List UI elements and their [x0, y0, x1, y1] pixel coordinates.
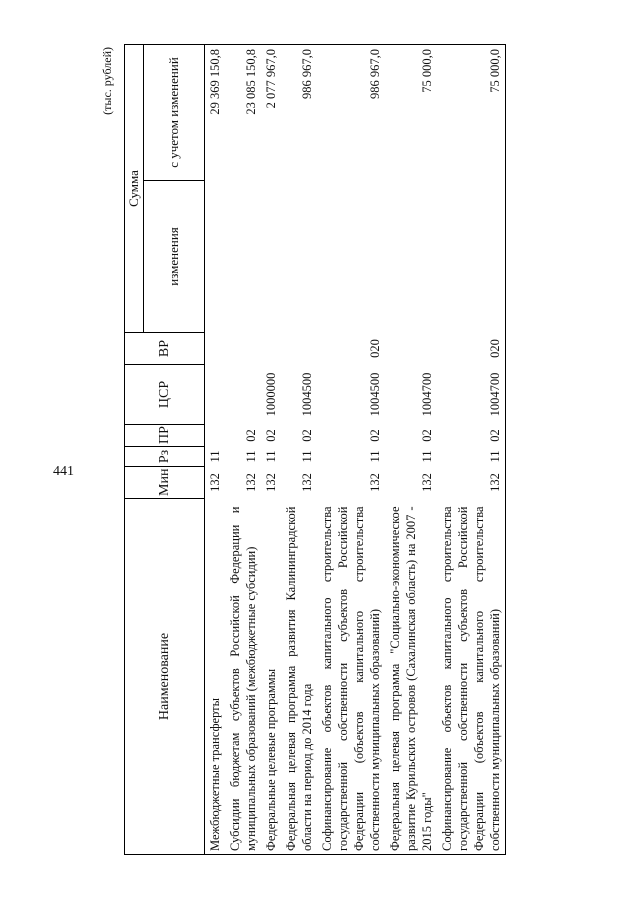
header-vr: ВР — [125, 333, 205, 365]
row-rz: 11 — [300, 450, 314, 463]
row-vr — [385, 333, 437, 365]
row-change — [225, 181, 261, 333]
row-csr — [205, 365, 226, 425]
row-name: Субсидии бюджетам субъектов Российской Федерации и муниципальных образований (межбюджетные субсидии) — [225, 499, 261, 855]
row-total: 2 077 967,0 — [261, 45, 281, 181]
row-csr: 1004500 — [300, 372, 314, 417]
row-pr: 02 — [437, 425, 506, 447]
table-row — [281, 45, 317, 855]
row-total: 986 967,0 — [317, 45, 385, 181]
row-name: Федеральные целевые программы — [261, 499, 281, 855]
row-name: Софинансирование объектов капитального строительства государственной собственности субъектов Российской Федерации (объектов капитального строительства собственности муниципальных образований) — [317, 499, 385, 855]
row-pr: 02 — [420, 429, 434, 442]
row-csr: 1000000 — [264, 372, 278, 417]
row-pr: 02 — [300, 429, 314, 442]
row-min: 132 — [244, 473, 258, 492]
document-sheet — [100, 43, 570, 855]
table-body — [205, 45, 506, 855]
row-csr: 1004700 — [437, 365, 506, 425]
row-min: 132 — [437, 467, 506, 499]
row-total: 75 000,0 — [437, 45, 506, 181]
header-change: изменения — [144, 181, 205, 333]
row-total: 75 000,0 — [385, 45, 437, 181]
row-csr — [225, 365, 261, 425]
row-min: 132 — [420, 473, 434, 492]
table-row — [317, 45, 385, 855]
page-number: 441 — [53, 464, 74, 479]
row-min: 132 — [208, 473, 222, 492]
header-pr: ПР — [125, 425, 205, 447]
row-change — [437, 181, 506, 333]
row-rz: 11 — [208, 450, 222, 463]
header-sum: Сумма — [125, 45, 144, 333]
table-row — [205, 45, 226, 855]
row-vr: 020 — [437, 333, 506, 365]
row-total: 23 085 150,8 — [225, 45, 261, 181]
units-label: (тыс. рублей) — [100, 47, 114, 115]
row-min: 132 — [264, 473, 278, 492]
table-row — [385, 45, 437, 855]
row-vr: 020 — [368, 339, 382, 358]
row-change — [205, 181, 226, 333]
row-rz: 11 — [420, 450, 434, 463]
budget-table — [124, 44, 506, 855]
row-csr: 1004700 — [420, 372, 434, 417]
header-rz: Рз — [125, 447, 205, 467]
header-csr: ЦСР — [125, 365, 205, 425]
table-row — [261, 45, 281, 855]
row-vr — [261, 333, 281, 365]
row-name: Межбюджетные трансферты — [205, 499, 226, 855]
row-vr — [225, 333, 261, 365]
row-csr: 1004500 — [368, 372, 382, 417]
table-row — [437, 45, 506, 855]
header-total: с учетом изменений — [144, 45, 205, 181]
header-min: Мин — [125, 467, 205, 499]
row-change — [281, 181, 317, 333]
row-change — [261, 181, 281, 333]
table-row — [225, 45, 261, 855]
row-name: Федеральная целевая программа развития Калининградской области на период до 2014 года — [281, 499, 317, 855]
table-header — [125, 45, 205, 855]
row-pr — [205, 425, 226, 447]
row-rz: 11 — [368, 450, 382, 463]
row-pr: 02 — [244, 429, 258, 442]
row-change — [317, 181, 385, 333]
row-rz: 11 — [437, 447, 506, 467]
row-change — [385, 181, 437, 333]
row-total: 986 967,0 — [281, 45, 317, 181]
row-min: 132 — [300, 473, 314, 492]
row-pr: 02 — [368, 429, 382, 442]
row-total: 29 369 150,8 — [205, 45, 226, 181]
row-vr — [205, 333, 226, 365]
row-name: Софинансирование объектов капитального строительства государственной собственности субъектов Российской Федерации (объектов капитального строительства собственности муниципальных образований) — [437, 499, 506, 855]
row-name: Федеральная целевая программа "Социально-экономическое развитие Курильских островов (Сахалинская область) на 2007 - 2015 годы" — [385, 499, 437, 855]
row-pr: 02 — [264, 429, 278, 442]
row-rz: 11 — [264, 450, 278, 463]
row-vr — [281, 333, 317, 365]
header-name: Наименование — [125, 499, 205, 855]
row-min: 132 — [368, 473, 382, 492]
row-rz: 11 — [244, 450, 258, 463]
